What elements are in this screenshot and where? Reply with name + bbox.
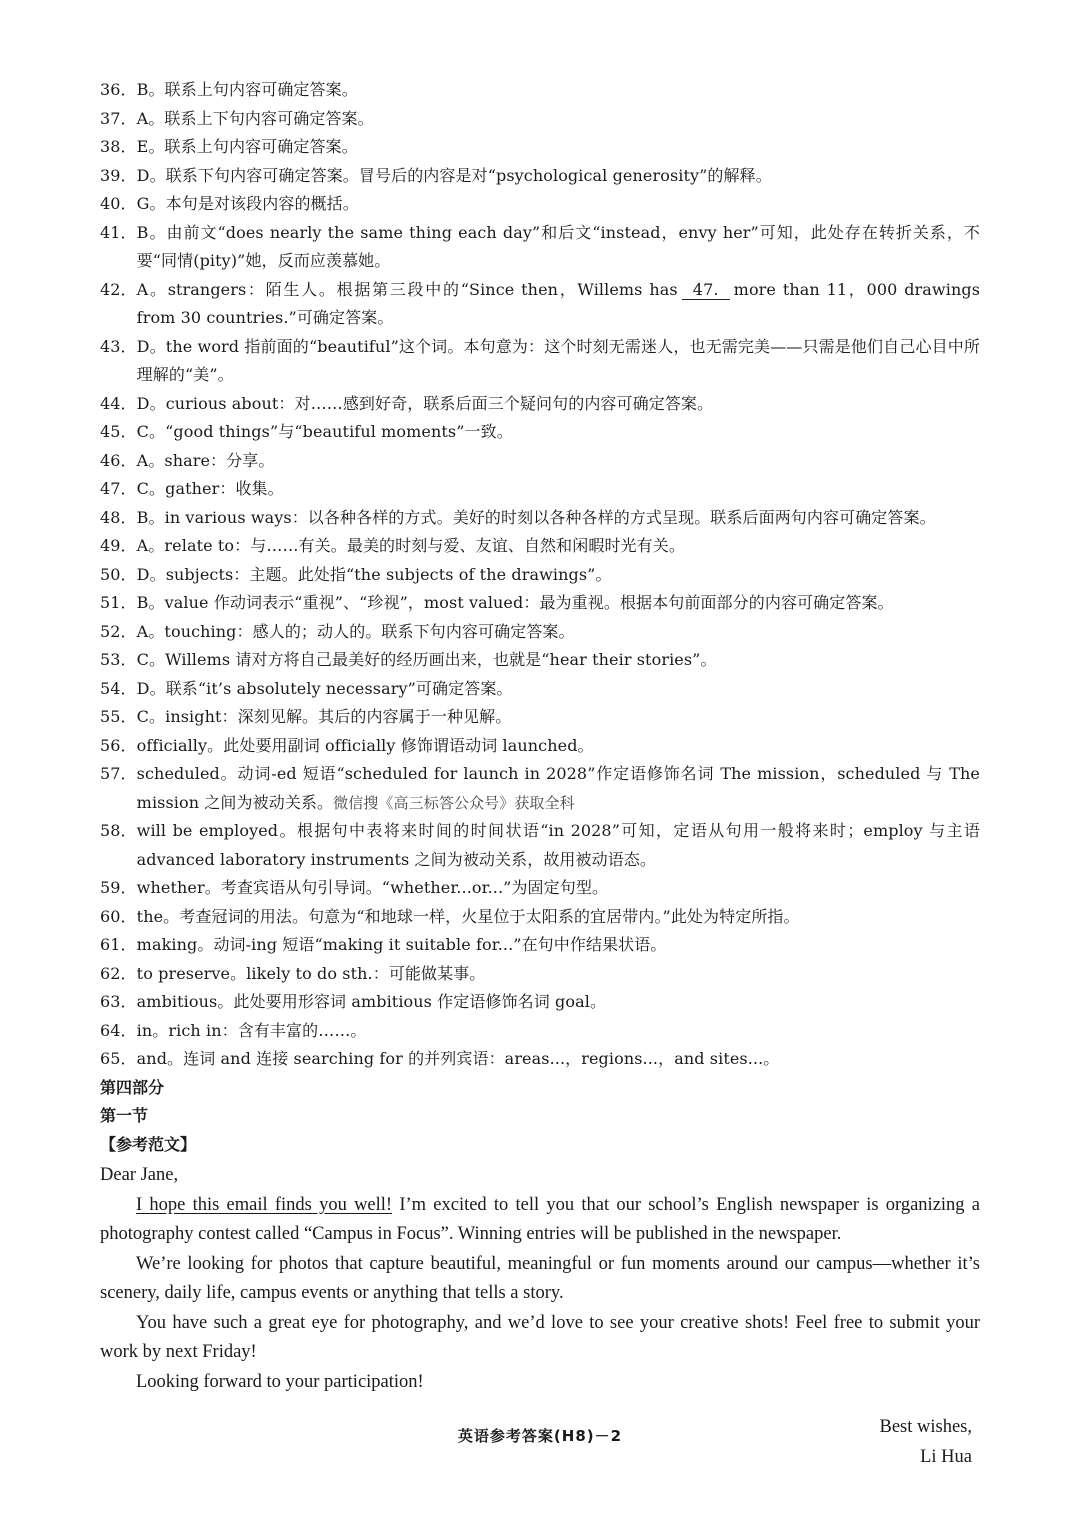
answer-number: 56．	[100, 735, 137, 755]
answer-explanation: A。share：分享。	[136, 450, 275, 470]
answer-number: 55．	[100, 707, 137, 726]
answer-number: 37．	[100, 108, 137, 128]
answer-item-40	[100, 190, 980, 219]
answer-item-42	[100, 276, 980, 333]
answer-number: 61．	[100, 935, 137, 954]
answer-explanation: D。联系“it’s absolutely necessary”可确定答案。	[136, 678, 513, 698]
answer-number: 45．	[100, 422, 137, 441]
letter-signature: Li Hua	[920, 1446, 972, 1467]
answer-item-64	[100, 1017, 980, 1046]
answer-explanation: C。Willems 请对方将自己最美好的经历画出来，也就是“hear their stories”。	[136, 650, 717, 669]
answer-number: 60．	[100, 906, 137, 926]
answer-explanation-text: scheduled。动词-ed 短语“scheduled for launch in 2028”作定语修饰名词 The mission，scheduled 与 The mission 之间为被动关系。	[136, 764, 980, 812]
answer-item-36	[100, 76, 980, 105]
answer-explanation: D。联系下句内容可确定答案。冒号后的内容是对“psychological generosity”的解释。	[136, 165, 772, 185]
answer-item-54	[100, 675, 980, 704]
answer-explanation: and。连词 and 连接 searching for 的并列宾语：areas...，regions...，and sites...。	[136, 1049, 780, 1068]
answer-list	[100, 76, 980, 1074]
answer-item-45	[100, 418, 980, 447]
answer-explanation: C。gather：收集。	[136, 479, 284, 498]
answer-explanation: in。rich in：含有丰富的……。	[136, 1020, 367, 1040]
letter-paragraph-4: Looking forward to your participation!	[136, 1371, 424, 1392]
letter-paragraph-2: We’re looking for photos that capture beautiful, meaningful or fun moments around our campus—whether it’s scenery, daily life, campus events or anything that tells a story.	[100, 1253, 980, 1303]
answer-explanation: ambitious。此处要用形容词 ambitious 作定语修饰名词 goal。	[136, 992, 607, 1011]
answer-explanation: will be employed。根据句中表将来时间的时间状语“in 2028”可知，定语从句用一般将来时；employ 与主语 advanced laboratory instruments 之间为被动关系，故用被动语态。	[136, 821, 980, 869]
answer-number: 41．	[100, 222, 137, 242]
answer-number: 36．	[100, 80, 137, 99]
page-footer: 英语参考答案(H8)－2	[457, 1427, 623, 1445]
answer-item-43	[100, 333, 980, 390]
underlined-opening: I hope this email finds you well!	[136, 1194, 393, 1215]
answer-item-50	[100, 561, 980, 590]
answer-text-before-blank: A。strangers：陌生人。根据第三段中的“Since then，Willems has	[136, 279, 678, 299]
answer-number: 62．	[100, 963, 137, 983]
answer-number: 53．	[100, 650, 137, 669]
answer-number: 47．	[100, 479, 137, 498]
answer-item-65	[100, 1045, 980, 1074]
paragraph-1-rest: I’m excited to tell you that our school’s English newspaper is organizing a photography contest called “Campus in Focus”. Winning entries will be published in the newspaper.	[100, 1194, 980, 1244]
answer-item-62	[100, 960, 980, 989]
answer-text-after-blank: more than 11，000 drawings from 30 countries.”可确定答案。	[136, 279, 980, 327]
answer-item-37	[100, 105, 980, 134]
answer-item-56	[100, 732, 980, 761]
answer-number: 38．	[100, 137, 137, 156]
answer-number: 50．	[100, 564, 137, 584]
answer-explanation: A。联系上下句内容可确定答案。	[136, 108, 374, 128]
answer-number: 48．	[100, 507, 137, 527]
answer-explanation: C。“good things”与“beautiful moments”一致。	[136, 422, 513, 441]
answer-explanation: E。联系上句内容可确定答案。	[136, 137, 358, 156]
answer-item-38	[100, 133, 980, 162]
answer-item-61	[100, 931, 980, 960]
answer-number: 52．	[100, 621, 137, 641]
letter-paragraph-1	[100, 1191, 980, 1250]
answer-number: 58．	[100, 821, 137, 840]
answer-explanation: to preserve。likely to do sth.：可能做某事。	[136, 963, 486, 983]
answer-item-59	[100, 874, 980, 903]
answer-explanation: officially。此处要用副词 officially 修饰谓语动词 launched。	[136, 735, 594, 755]
answer-number: 49．	[100, 536, 137, 555]
answer-number: 51．	[100, 593, 137, 612]
answer-item-60	[100, 903, 980, 932]
answer-item-48	[100, 504, 980, 533]
answer-explanation: whether。考查宾语从句引导词。“whether...or...”为固定句型。	[136, 878, 609, 897]
answer-explanation: B。联系上句内容可确定答案。	[136, 80, 358, 99]
answer-item-53	[100, 646, 980, 675]
answer-explanation: A。relate to：与……有关。最美的时刻与爱、友谊、自然和闲暇时光有关。	[136, 536, 685, 555]
answer-explanation: D。the word 指前面的“beautiful”这个词。本句意为：这个时刻无需迷人，也无需完美——只需是他们自己心目中所理解的“美”。	[136, 336, 980, 384]
answer-item-46	[100, 447, 980, 476]
answer-number: 57．	[100, 764, 137, 783]
answer-item-47	[100, 475, 980, 504]
answer-number: 40．	[100, 194, 137, 213]
answer-item-49	[100, 532, 980, 561]
answer-item-55	[100, 703, 980, 732]
sample-essay-heading: 【参考范文】	[100, 1134, 197, 1154]
answer-number: 39．	[100, 165, 137, 185]
answer-explanation: making。动词-ing 短语“making it suitable for...”在句中作结果状语。	[136, 935, 667, 954]
answer-explanation: B。value 作动词表示“重视”、“珍视”，most valued：最为重视。根据本句前面部分的内容可确定答案。	[136, 593, 894, 612]
answer-explanation	[137, 276, 980, 333]
answer-item-44	[100, 390, 980, 419]
answer-number: 42．	[100, 279, 137, 299]
answer-number: 63．	[100, 992, 137, 1011]
answer-item-58	[100, 817, 980, 874]
answer-explanation: A。touching：感人的；动人的。联系下句内容可确定答案。	[136, 621, 575, 641]
watermark-note: 微信搜《高三标答公众号》获取全科	[333, 793, 575, 812]
answer-item-63	[100, 988, 980, 1017]
answer-explanation: D。curious about：对……感到好奇，联系后面三个疑问句的内容可确定答案。	[136, 393, 714, 413]
letter-paragraph-3: You have such a great eye for photography, and we’d love to see your creative shots! Feel free to submit your work by next Friday!	[100, 1312, 980, 1362]
section-heading: 第一节	[100, 1106, 149, 1125]
answer-number: 54．	[100, 678, 137, 698]
answer-item-52	[100, 618, 980, 647]
part-heading: 第四部分	[100, 1077, 165, 1097]
answer-item-39	[100, 162, 980, 191]
answer-explanation: D。subjects：主题。此处指“the subjects of the drawings”。	[136, 564, 612, 584]
answer-number: 44．	[100, 393, 137, 413]
answer-item-57	[100, 760, 980, 817]
answer-item-41	[100, 219, 980, 276]
answer-number: 64．	[100, 1020, 137, 1040]
answer-explanation: C。insight：深刻见解。其后的内容属于一种见解。	[136, 707, 512, 726]
letter-greeting: Dear Jane,	[100, 1165, 179, 1185]
answer-number: 46．	[100, 450, 137, 470]
answer-explanation: the。考查冠词的用法。句意为“和地球一样，火星位于太阳系的宜居带内。”此处为特定所指。	[136, 906, 800, 926]
answer-item-51	[100, 589, 980, 618]
answer-number: 43．	[100, 336, 137, 356]
answer-number: 65．	[100, 1049, 137, 1068]
answer-number: 59．	[100, 878, 137, 897]
fill-in-blank: 47.	[682, 281, 730, 300]
answer-explanation: G。本句是对该段内容的概括。	[136, 194, 359, 213]
answer-explanation: B。由前文“does nearly the same thing each day”和后文“instead，envy her”可知，此处存在转折关系，不要“同情(pity)”她，反而应羡慕她。	[136, 222, 980, 270]
answer-explanation	[137, 760, 980, 817]
letter-closing: Best wishes,	[879, 1417, 972, 1437]
answer-explanation: B。in various ways：以各种各样的方式。美好的时刻以各种各样的方式呈现。联系后面两句内容可确定答案。	[136, 507, 936, 527]
